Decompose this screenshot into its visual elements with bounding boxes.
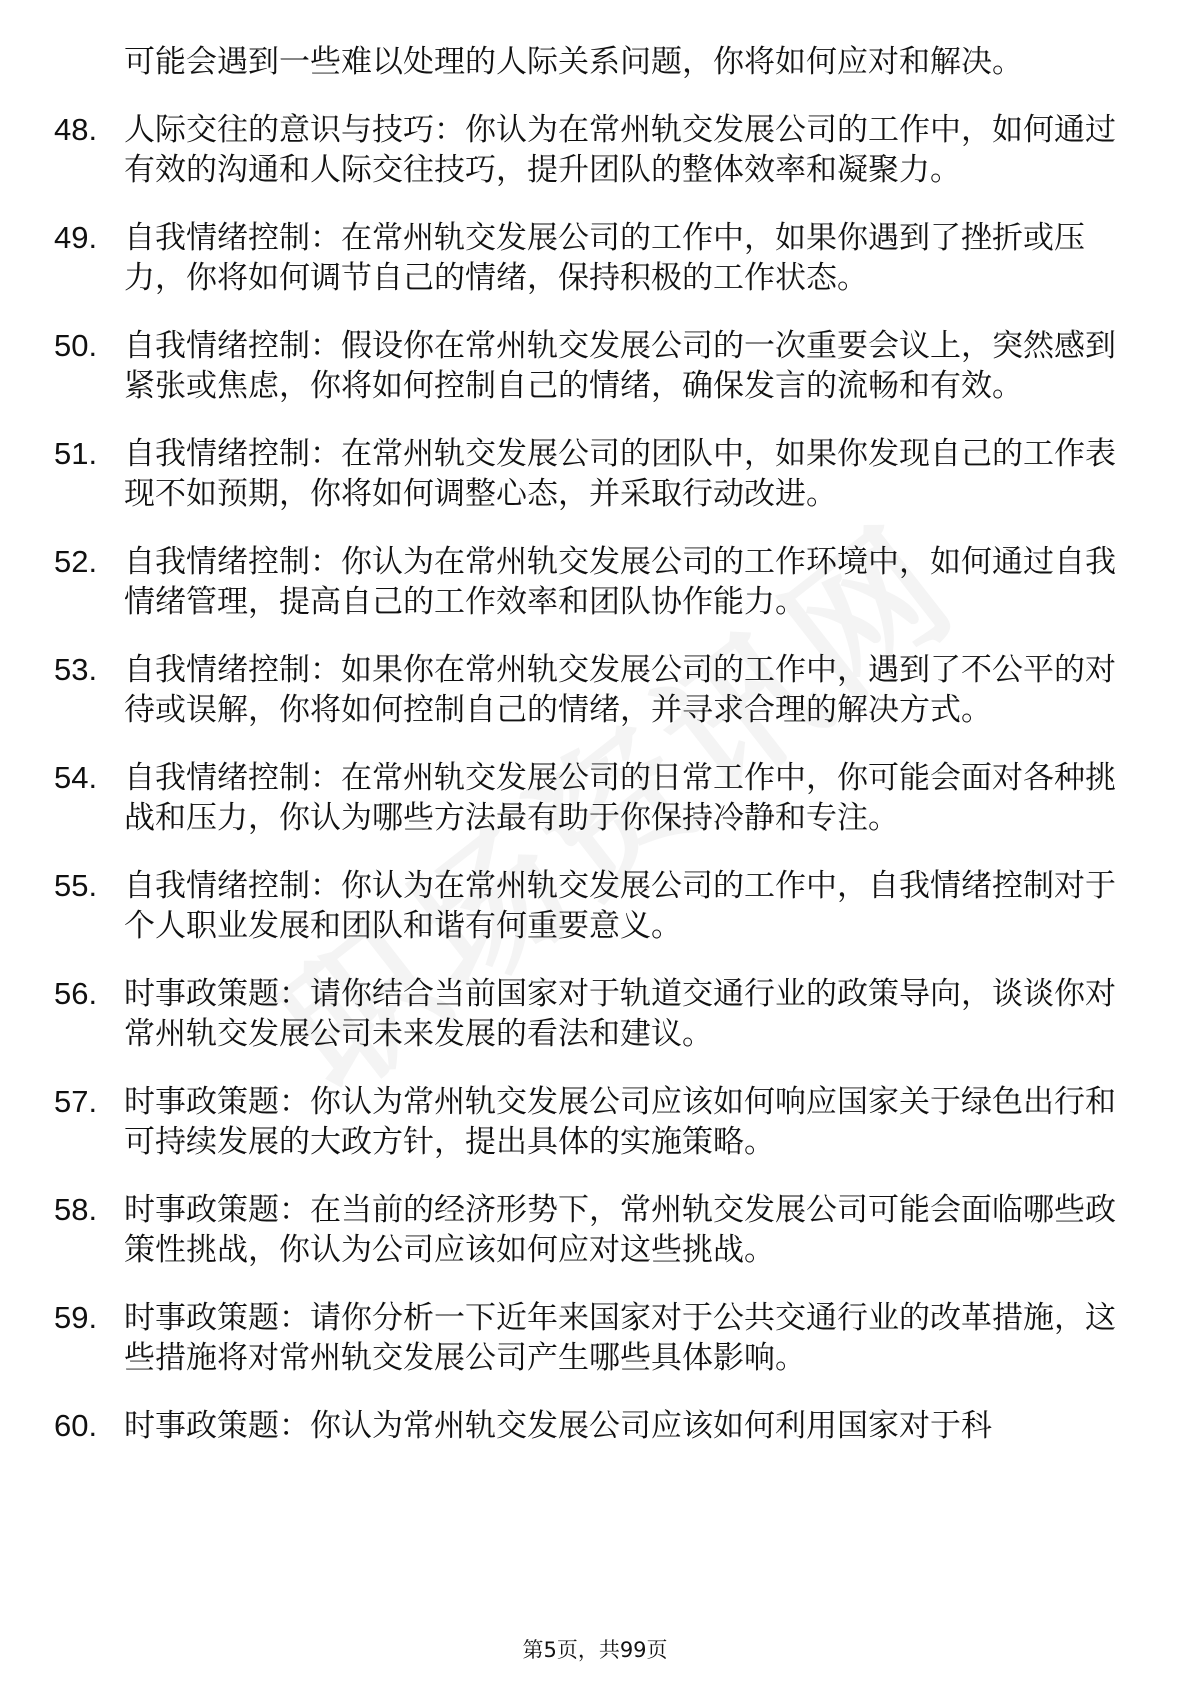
item-text: 时事政策题：在当前的经济形势下，常州轨交发展公司可能会面临哪些政策性挑战，你认为公司应该如何应对这些挑战。 bbox=[124, 1192, 1116, 1268]
continued-text: 可能会遇到一些难以处理的人际关系问题，你将如何应对和解决。 bbox=[124, 44, 1023, 80]
item-text: 自我情绪控制：在常州轨交发展公司的工作中，如果你遇到了挫折或压力，你将如何调节自己的情绪，保持积极的工作状态。 bbox=[124, 220, 1085, 296]
list-item bbox=[0, 866, 1190, 946]
item-number: 57. bbox=[54, 1084, 98, 1119]
list-item bbox=[0, 110, 1190, 190]
list-item bbox=[0, 434, 1190, 514]
list-item bbox=[0, 218, 1190, 298]
item-number: 50. bbox=[54, 328, 98, 363]
item-number: 51. bbox=[54, 436, 98, 471]
item-text: 自我情绪控制：在常州轨交发展公司的团队中，如果你发现自己的工作表现不如预期，你将如何调整心态，并采取行动改进。 bbox=[124, 436, 1116, 512]
item-text: 时事政策题：请你结合当前国家对于轨道交通行业的政策导向，谈谈你对常州轨交发展公司未来发展的看法和建议。 bbox=[124, 976, 1116, 1052]
item-text: 自我情绪控制：你认为在常州轨交发展公司的工作环境中，如何通过自我情绪管理，提高自己的工作效率和团队协作能力。 bbox=[124, 544, 1116, 620]
question-list bbox=[0, 42, 1190, 1474]
list-item bbox=[0, 650, 1190, 730]
list-item bbox=[0, 1406, 1190, 1446]
item-number: 49. bbox=[54, 220, 98, 255]
item-number: 56. bbox=[54, 976, 98, 1011]
list-item bbox=[0, 974, 1190, 1054]
item-text: 时事政策题：你认为常州轨交发展公司应该如何利用国家对于科 bbox=[124, 1408, 992, 1444]
item-number: 48. bbox=[54, 112, 98, 147]
continued-paragraph bbox=[0, 42, 1190, 82]
item-text: 自我情绪控制：如果你在常州轨交发展公司的工作中，遇到了不公平的对待或误解，你将如何控制自己的情绪，并寻求合理的解决方式。 bbox=[124, 652, 1116, 728]
list-item bbox=[0, 1298, 1190, 1378]
item-number: 52. bbox=[54, 544, 98, 579]
item-number: 55. bbox=[54, 868, 98, 903]
list-item bbox=[0, 1082, 1190, 1162]
item-number: 58. bbox=[54, 1192, 98, 1227]
item-number: 59. bbox=[54, 1300, 98, 1335]
item-number: 60. bbox=[54, 1408, 98, 1443]
item-text: 时事政策题：你认为常州轨交发展公司应该如何响应国家关于绿色出行和可持续发展的大政方针，提出具体的实施策略。 bbox=[124, 1084, 1116, 1160]
list-item bbox=[0, 758, 1190, 838]
item-number: 53. bbox=[54, 652, 98, 687]
list-item bbox=[0, 542, 1190, 622]
page-footer: 第5页，共99页 bbox=[522, 1638, 668, 1662]
item-text: 自我情绪控制：你认为在常州轨交发展公司的工作中，自我情绪控制对于个人职业发展和团队和谐有何重要意义。 bbox=[124, 868, 1116, 944]
list-item bbox=[0, 326, 1190, 406]
item-text: 自我情绪控制：在常州轨交发展公司的日常工作中，你可能会面对各种挑战和压力，你认为哪些方法最有助于你保持冷静和专注。 bbox=[124, 760, 1116, 836]
item-text: 自我情绪控制：假设你在常州轨交发展公司的一次重要会议上，突然感到紧张或焦虑，你将如何控制自己的情绪，确保发言的流畅和有效。 bbox=[124, 328, 1116, 404]
list-item bbox=[0, 1190, 1190, 1270]
item-number: 54. bbox=[54, 760, 98, 795]
item-text: 时事政策题：请你分析一下近年来国家对于公共交通行业的改革措施，这些措施将对常州轨交发展公司产生哪些具体影响。 bbox=[124, 1300, 1116, 1376]
item-text: 人际交往的意识与技巧：你认为在常州轨交发展公司的工作中，如何通过有效的沟通和人际交往技巧，提升团队的整体效率和凝聚力。 bbox=[124, 112, 1116, 188]
